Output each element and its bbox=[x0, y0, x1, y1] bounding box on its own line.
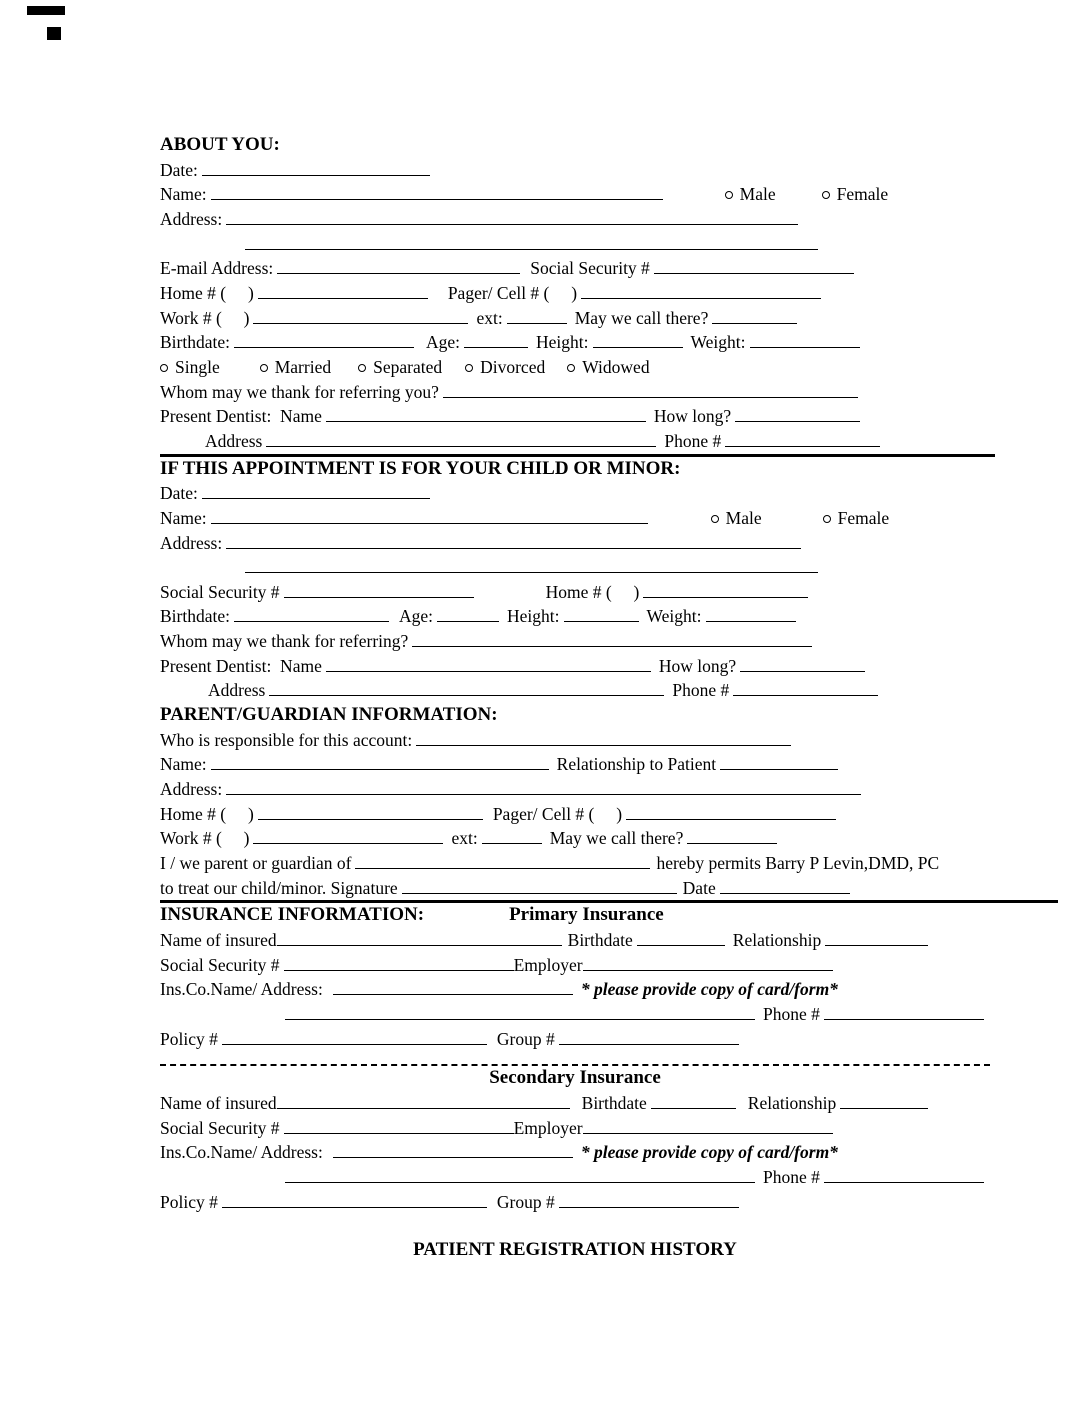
child-dentist-address-field[interactable] bbox=[269, 682, 664, 696]
ext-label: ext: bbox=[451, 828, 478, 849]
child-dentist-address-row bbox=[160, 678, 1060, 703]
about-name-field[interactable] bbox=[211, 186, 663, 200]
child-address-field-2[interactable] bbox=[245, 559, 818, 573]
dentist-name-label: Present Dentist: Name bbox=[160, 406, 322, 427]
divorced-label: Divorced bbox=[480, 356, 546, 377]
home-phone-label: Home # ( ) bbox=[160, 282, 254, 303]
home-phone-label: Home # ( ) bbox=[160, 803, 254, 824]
scan-artifact bbox=[27, 6, 65, 15]
guardian-home-phone-field[interactable] bbox=[258, 806, 483, 820]
age-label: Age: bbox=[425, 332, 461, 353]
relationship-label: Relationship bbox=[747, 1092, 837, 1113]
about-male-option[interactable] bbox=[725, 182, 776, 207]
ssn-label: Social Security # bbox=[530, 258, 650, 279]
guardian-name-field[interactable] bbox=[211, 756, 549, 770]
primary-insured-field[interactable] bbox=[277, 932, 562, 946]
primary-policy-field[interactable] bbox=[222, 1031, 487, 1045]
child-address-row bbox=[160, 531, 1060, 556]
about-dentist-name-field[interactable] bbox=[326, 408, 646, 422]
child-birthdate-row bbox=[160, 604, 1060, 629]
dentist-address-label: Address bbox=[205, 430, 263, 451]
about-address-field-2[interactable] bbox=[245, 236, 818, 250]
child-section-title: IF THIS APPOINTMENT IS FOR YOUR CHILD OR MINOR: bbox=[160, 454, 995, 482]
secondary-phone-field[interactable] bbox=[824, 1169, 984, 1183]
birthdate-label: Birthdate: bbox=[160, 606, 230, 627]
consent-prefix-label: I / we parent or guardian of bbox=[160, 853, 352, 874]
about-marital-row bbox=[160, 355, 1060, 380]
male-label: Male bbox=[739, 184, 776, 205]
marital-widowed-option[interactable] bbox=[567, 355, 649, 380]
about-work-row bbox=[160, 306, 1060, 331]
primary-insurance-title: Primary Insurance bbox=[509, 904, 664, 926]
primary-ssn-employer-row bbox=[160, 953, 1060, 978]
separated-radio[interactable] bbox=[358, 364, 366, 372]
policy-label: Policy # bbox=[160, 1028, 218, 1049]
about-dentist-address-row bbox=[160, 429, 1060, 454]
employer-label: Employer bbox=[513, 954, 583, 975]
married-label: Married bbox=[274, 356, 332, 377]
employer-label: Employer bbox=[513, 1117, 583, 1138]
date-label: Date: bbox=[160, 159, 198, 180]
guardian-responsible-row bbox=[160, 728, 1060, 753]
guardian-responsible-field[interactable] bbox=[416, 732, 791, 746]
primary-company-field-2[interactable] bbox=[285, 1006, 755, 1020]
address-label: Address: bbox=[160, 532, 223, 553]
child-male-option[interactable] bbox=[711, 506, 762, 531]
name-label: Name: bbox=[160, 184, 207, 205]
referral-label: Whom may we thank for referring? bbox=[160, 631, 409, 652]
child-male-radio[interactable] bbox=[711, 515, 719, 523]
guardian-work-row bbox=[160, 826, 1060, 851]
phone-label: Phone # bbox=[763, 1003, 820, 1024]
primary-relationship-field[interactable] bbox=[825, 932, 928, 946]
dentist-address-label: Address bbox=[208, 680, 266, 701]
about-birthdate-field[interactable] bbox=[234, 334, 414, 348]
child-female-option[interactable] bbox=[823, 506, 890, 531]
about-home-phone-field[interactable] bbox=[258, 285, 428, 299]
secondary-group-field[interactable] bbox=[559, 1194, 739, 1208]
female-label: Female bbox=[837, 507, 890, 528]
guardian-relationship-field[interactable] bbox=[720, 756, 838, 770]
address-label: Address: bbox=[160, 779, 223, 800]
about-referral-field[interactable] bbox=[443, 384, 858, 398]
primary-birthdate-field[interactable] bbox=[637, 932, 725, 946]
insurance-section-title: INSURANCE INFORMATION: bbox=[160, 904, 425, 926]
birthdate-label: Birthdate: bbox=[160, 332, 230, 353]
about-female-option[interactable] bbox=[822, 182, 889, 207]
child-address-field[interactable] bbox=[226, 535, 801, 549]
child-date-row bbox=[160, 481, 1060, 506]
about-email-field[interactable] bbox=[277, 260, 520, 274]
child-ssn-home-row bbox=[160, 580, 1060, 605]
about-section-title: ABOUT YOU: bbox=[160, 134, 280, 155]
primary-group-field[interactable] bbox=[559, 1031, 739, 1045]
pager-label: Pager/ Cell # ( ) bbox=[447, 282, 578, 303]
referral-label: Whom may we thank for referring you? bbox=[160, 381, 439, 402]
signature-label: to treat our child/minor. Signature bbox=[160, 877, 398, 898]
child-dentist-howlong-field[interactable] bbox=[740, 658, 865, 672]
policy-label: Policy # bbox=[160, 1191, 218, 1212]
about-ext-field[interactable] bbox=[507, 310, 567, 324]
child-home-phone-field[interactable] bbox=[643, 584, 808, 598]
how-long-label: How long? bbox=[653, 406, 732, 427]
name-label: Name: bbox=[160, 754, 207, 775]
child-dentist-name-field[interactable] bbox=[326, 658, 651, 672]
about-dentist-row bbox=[160, 404, 1060, 429]
about-name-row bbox=[160, 182, 1060, 207]
secondary-ssn-field[interactable] bbox=[284, 1120, 514, 1134]
primary-policy-row bbox=[160, 1027, 1060, 1052]
child-name-row bbox=[160, 506, 1060, 531]
guardian-signature-field[interactable] bbox=[402, 880, 677, 894]
ssn-label: Social Security # bbox=[160, 1117, 280, 1138]
ssn-label: Social Security # bbox=[160, 581, 280, 602]
birthdate-label: Birthdate bbox=[567, 930, 633, 950]
may-call-label: May we call there? bbox=[549, 828, 684, 849]
guardian-date-field[interactable] bbox=[720, 880, 850, 894]
about-birthdate-row bbox=[160, 330, 1060, 355]
secondary-company-row-2 bbox=[160, 1165, 1060, 1190]
about-male-radio[interactable] bbox=[725, 191, 733, 199]
form-content bbox=[160, 133, 1060, 1263]
child-dentist-row bbox=[160, 654, 1060, 679]
marital-separated-option[interactable] bbox=[358, 355, 442, 380]
child-female-radio[interactable] bbox=[823, 515, 831, 523]
married-radio[interactable] bbox=[260, 364, 268, 372]
about-may-call-field[interactable] bbox=[712, 310, 797, 324]
guardian-signature-row bbox=[160, 876, 1060, 901]
weight-label: Weight: bbox=[690, 332, 746, 353]
email-label: E-mail Address: bbox=[160, 258, 274, 279]
guardian-address-row bbox=[160, 777, 1060, 802]
child-referral-row bbox=[160, 629, 1060, 654]
consent-suffix-label: hereby permits Barry P Levin,DMD, PC bbox=[656, 853, 940, 874]
name-label: Name: bbox=[160, 507, 207, 528]
dentist-phone-label: Phone # bbox=[672, 680, 730, 701]
male-label: Male bbox=[725, 507, 762, 528]
single-radio[interactable] bbox=[160, 364, 168, 372]
about-address-field[interactable] bbox=[226, 211, 798, 225]
page-footer-title: PATIENT REGISTRATION HISTORY bbox=[413, 1239, 737, 1261]
company-label: Ins.Co.Name/ Address: bbox=[160, 1142, 323, 1163]
widowed-radio[interactable] bbox=[567, 364, 575, 372]
secondary-ssn-employer-row bbox=[160, 1116, 1060, 1141]
ssn-label: Social Security # bbox=[160, 954, 280, 975]
primary-company-row-2 bbox=[160, 1002, 1060, 1027]
insurance-section-header bbox=[160, 900, 1058, 928]
relationship-label: Relationship bbox=[732, 930, 822, 950]
relationship-label: Relationship to Patient bbox=[556, 754, 717, 775]
secondary-insurance-title: Secondary Insurance bbox=[489, 1067, 661, 1089]
about-age-field[interactable] bbox=[464, 334, 528, 348]
work-phone-label: Work # ( ) bbox=[160, 307, 250, 328]
about-dentist-howlong-field[interactable] bbox=[735, 408, 860, 422]
about-dentist-address-field[interactable] bbox=[266, 433, 656, 447]
marital-divorced-option[interactable] bbox=[465, 355, 545, 380]
guardian-address-field[interactable] bbox=[226, 781, 861, 795]
about-pager-field[interactable] bbox=[581, 285, 821, 299]
about-dentist-phone-field[interactable] bbox=[725, 433, 880, 447]
about-date-row bbox=[160, 158, 1060, 183]
home-phone-label: Home # ( ) bbox=[545, 581, 640, 602]
female-label: Female bbox=[836, 184, 889, 205]
secondary-company-field[interactable] bbox=[333, 1144, 573, 1158]
marital-single-option[interactable] bbox=[160, 355, 220, 380]
primary-phone-field[interactable] bbox=[824, 1006, 984, 1020]
card-copy-note: * please provide copy of card/form* bbox=[580, 1142, 838, 1163]
work-phone-label: Work # ( ) bbox=[160, 828, 250, 849]
marital-married-option[interactable] bbox=[260, 355, 331, 380]
height-label: Height: bbox=[536, 332, 589, 353]
child-date-field[interactable] bbox=[202, 485, 430, 499]
guardian-pager-field[interactable] bbox=[626, 806, 836, 820]
secondary-insured-row bbox=[160, 1091, 1060, 1116]
about-work-phone-field[interactable] bbox=[253, 310, 468, 324]
weight-label: Weight: bbox=[646, 606, 702, 627]
scan-artifact bbox=[47, 27, 61, 40]
group-label: Group # bbox=[496, 1028, 555, 1049]
insured-label: Name of insured bbox=[160, 1092, 277, 1113]
secondary-relationship-field[interactable] bbox=[840, 1095, 928, 1109]
primary-company-field[interactable] bbox=[333, 981, 573, 995]
secondary-policy-field[interactable] bbox=[222, 1194, 487, 1208]
primary-insured-row bbox=[160, 928, 1060, 953]
birthdate-label: Birthdate bbox=[581, 1092, 647, 1113]
secondary-birthdate-field[interactable] bbox=[651, 1095, 736, 1109]
child-birthdate-field[interactable] bbox=[234, 608, 389, 622]
dentist-phone-label: Phone # bbox=[664, 430, 722, 451]
single-label: Single bbox=[175, 356, 220, 377]
about-referral-row bbox=[160, 380, 1060, 405]
child-dentist-phone-field[interactable] bbox=[733, 682, 878, 696]
child-ssn-field[interactable] bbox=[284, 584, 474, 598]
child-age-field[interactable] bbox=[437, 608, 499, 622]
may-call-label: May we call there? bbox=[574, 307, 709, 328]
separated-label: Separated bbox=[373, 356, 443, 377]
guardian-work-phone-field[interactable] bbox=[253, 830, 443, 844]
date-label: Date bbox=[682, 877, 716, 898]
phone-label: Phone # bbox=[763, 1166, 820, 1187]
company-label: Ins.Co.Name/ Address: bbox=[160, 979, 323, 1000]
primary-ssn-field[interactable] bbox=[284, 957, 514, 971]
date-label: Date: bbox=[160, 483, 198, 504]
guardian-child-name-field[interactable] bbox=[355, 855, 650, 869]
about-home-pager-row bbox=[160, 281, 1060, 306]
address-label: Address: bbox=[160, 208, 223, 229]
responsible-label: Who is responsible for this account: bbox=[160, 729, 413, 750]
secondary-company-row bbox=[160, 1140, 1060, 1165]
height-label: Height: bbox=[507, 606, 560, 627]
secondary-policy-row bbox=[160, 1190, 1060, 1215]
child-weight-field[interactable] bbox=[706, 608, 796, 622]
guardian-home-pager-row bbox=[160, 802, 1060, 827]
about-female-radio[interactable] bbox=[822, 191, 830, 199]
about-address-row-2 bbox=[160, 232, 1060, 257]
about-date-field[interactable] bbox=[202, 162, 430, 176]
guardian-consent-row bbox=[160, 851, 1060, 876]
child-name-field[interactable] bbox=[211, 510, 648, 524]
guardian-name-row bbox=[160, 752, 1060, 777]
about-ssn-field[interactable] bbox=[654, 260, 854, 274]
divorced-radio[interactable] bbox=[465, 364, 473, 372]
secondary-company-field-2[interactable] bbox=[285, 1169, 755, 1183]
dentist-name-label: Present Dentist: Name bbox=[160, 655, 322, 676]
child-referral-field[interactable] bbox=[412, 633, 812, 647]
secondary-employer-field[interactable] bbox=[583, 1120, 833, 1134]
child-address-row-2 bbox=[160, 555, 1060, 580]
about-email-ssn-row bbox=[160, 256, 1060, 281]
secondary-insured-field[interactable] bbox=[277, 1095, 570, 1109]
guardian-ext-field[interactable] bbox=[482, 830, 542, 844]
insured-label: Name of insured bbox=[160, 930, 277, 950]
guardian-may-call-field[interactable] bbox=[687, 830, 777, 844]
card-copy-note: * please provide copy of card/form* bbox=[580, 979, 838, 1000]
age-label: Age: bbox=[398, 606, 434, 627]
pager-label: Pager/ Cell # ( ) bbox=[492, 803, 623, 824]
child-height-field[interactable] bbox=[564, 608, 639, 622]
how-long-label: How long? bbox=[658, 655, 737, 676]
about-height-field[interactable] bbox=[593, 334, 683, 348]
about-address-row bbox=[160, 207, 1060, 232]
ext-label: ext: bbox=[476, 307, 503, 328]
widowed-label: Widowed bbox=[582, 356, 650, 377]
group-label: Group # bbox=[496, 1191, 555, 1212]
guardian-section-title: PARENT/GUARDIAN INFORMATION: bbox=[160, 704, 498, 726]
primary-employer-field[interactable] bbox=[583, 957, 833, 971]
about-weight-field[interactable] bbox=[750, 334, 860, 348]
primary-company-row bbox=[160, 977, 1060, 1002]
